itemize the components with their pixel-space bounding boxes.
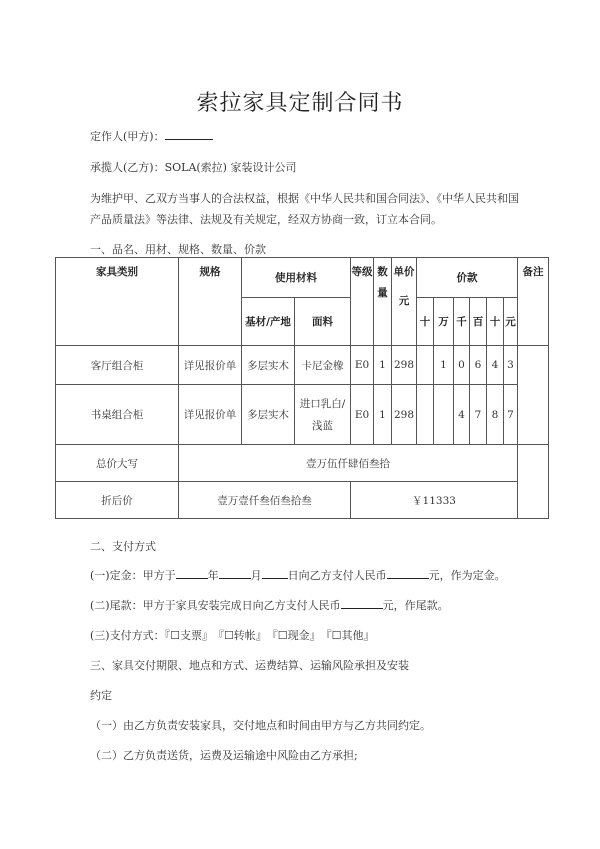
month-blank[interactable]	[219, 568, 251, 579]
deposit-amount-blank[interactable]	[387, 568, 429, 579]
cell-digit	[417, 385, 434, 445]
total-label: 总价大写	[56, 445, 179, 482]
deposit-text-2: 日向乙方支付人民币	[287, 569, 387, 582]
cell-digit: 3	[504, 346, 518, 385]
digit-header: 千	[454, 298, 470, 346]
header-unit-top: 单价	[393, 266, 415, 278]
cell-unit: 298	[392, 346, 417, 385]
table-row	[56, 346, 549, 385]
cell-digit: 7	[504, 385, 518, 445]
page-title: 索拉家具定制合同书	[196, 91, 404, 116]
month-label: 月	[250, 569, 262, 582]
cell-digit: 4	[454, 385, 470, 445]
delivery-item-2: （二）乙方负责送货，运费及运输途中风险由乙方承担;	[90, 749, 358, 762]
cell-digit	[434, 385, 454, 445]
total-value: 壹万伍仟肆佰叁拾	[179, 445, 518, 482]
cell-spec: 详见报价单	[179, 346, 242, 385]
section-3-continued: 约定	[90, 689, 112, 702]
party-b: 承揽人(乙方)：SOLA(索拉) 家装设计公司	[90, 161, 297, 174]
intro-line-1: 为维护甲、乙双方当事人的合法权益，根据《中华人民共和国合同法》、《中华人民共和国	[90, 192, 519, 205]
header-grade: 等级	[351, 258, 374, 346]
balance-text-2: 元，作尾款。	[382, 599, 449, 612]
section-2-heading: 二、支付方式	[90, 540, 156, 553]
product-table	[55, 257, 549, 519]
cell-digit	[417, 346, 434, 385]
payment-deposit	[90, 567, 506, 583]
deposit-text-3: 元，作为定金。	[428, 569, 506, 582]
cell-grade: E0	[351, 346, 374, 385]
payment-balance	[90, 597, 449, 613]
cell-base: 多层实木	[242, 346, 295, 385]
digit-header: 元	[504, 298, 518, 346]
section-3-heading: 三、家具交付期限、地点和方式、运费结算、运输风险承担及安装	[90, 659, 409, 672]
header-surface: 面料	[295, 298, 351, 346]
digit-header: 万	[434, 298, 454, 346]
balance-text: (二)尾款：甲方于家具安装完成日向乙方支付人民币	[90, 599, 341, 612]
cell-qty: 1	[374, 346, 392, 385]
delivery-item-1: （一）由乙方负责安装家具，交付地点和时间由甲方与乙方共同约定。	[90, 719, 431, 732]
header-unit-bottom: 元	[398, 295, 410, 307]
cell-digit: 1	[434, 346, 454, 385]
header-qty-bottom: 量	[377, 287, 388, 299]
section-1-heading: 一、品名、用材、规格、数量、价款	[90, 243, 266, 256]
cell-surface: 进口乳白/浅蓝	[295, 385, 351, 445]
cell-digit: 4	[487, 346, 504, 385]
cell-digit: 7	[470, 385, 487, 445]
discount-words: 壹万壹仟叁佰叁拾叁	[179, 482, 351, 519]
cell-digit: 8	[487, 385, 504, 445]
header-price: 价款	[417, 258, 518, 298]
cell-qty: 1	[374, 385, 392, 445]
cell-digit: 0	[454, 346, 470, 385]
day-blank[interactable]	[262, 568, 288, 579]
digit-header: 百	[470, 298, 487, 346]
cell-grade: E0	[351, 385, 374, 445]
payment-method: (三)支付方式：『☐支票』 『☐转帐』 『☐现金』 『☐其他』	[90, 629, 375, 642]
total-row	[56, 445, 549, 482]
cell-digit: 6	[470, 346, 487, 385]
cell-unit: 298	[392, 385, 417, 445]
header-spec: 规格	[179, 258, 242, 346]
discount-label: 折后价	[56, 482, 179, 519]
header-qty-top: 数	[377, 266, 388, 278]
cell-category: 客厅组合柜	[56, 346, 179, 385]
cell-spec: 详见报价单	[179, 385, 242, 445]
cell-base: 多层实木	[242, 385, 295, 445]
balance-amount-blank[interactable]	[341, 598, 383, 609]
deposit-text: (一)定金：甲方于	[90, 569, 176, 582]
header-base: 基材/产地	[242, 298, 295, 346]
header-qty	[374, 258, 392, 346]
cell-remark	[518, 445, 549, 519]
cell-surface: 卡尼金橡	[295, 346, 351, 385]
digit-header: 十	[417, 298, 434, 346]
party-a-label: 定作人(甲方)：	[90, 130, 165, 143]
header-materials: 使用材料	[242, 258, 351, 298]
party-a	[90, 128, 213, 144]
header-remark: 备注	[518, 258, 549, 346]
year-blank[interactable]	[176, 568, 208, 579]
header-category: 家具类别	[56, 258, 179, 346]
digit-header: 十	[487, 298, 504, 346]
discount-row	[56, 482, 549, 519]
cell-category: 书桌组合柜	[56, 385, 179, 445]
party-a-blank[interactable]	[165, 129, 213, 140]
year-label: 年	[207, 569, 219, 582]
intro-line-2: 产品质量法》等法律、法规及有关规定，经双方协商一致，订立本合同。	[90, 213, 442, 226]
table-row	[56, 385, 549, 445]
cell-remark	[518, 346, 549, 445]
header-unit	[392, 258, 417, 346]
discount-amount: ￥11333	[351, 482, 518, 519]
